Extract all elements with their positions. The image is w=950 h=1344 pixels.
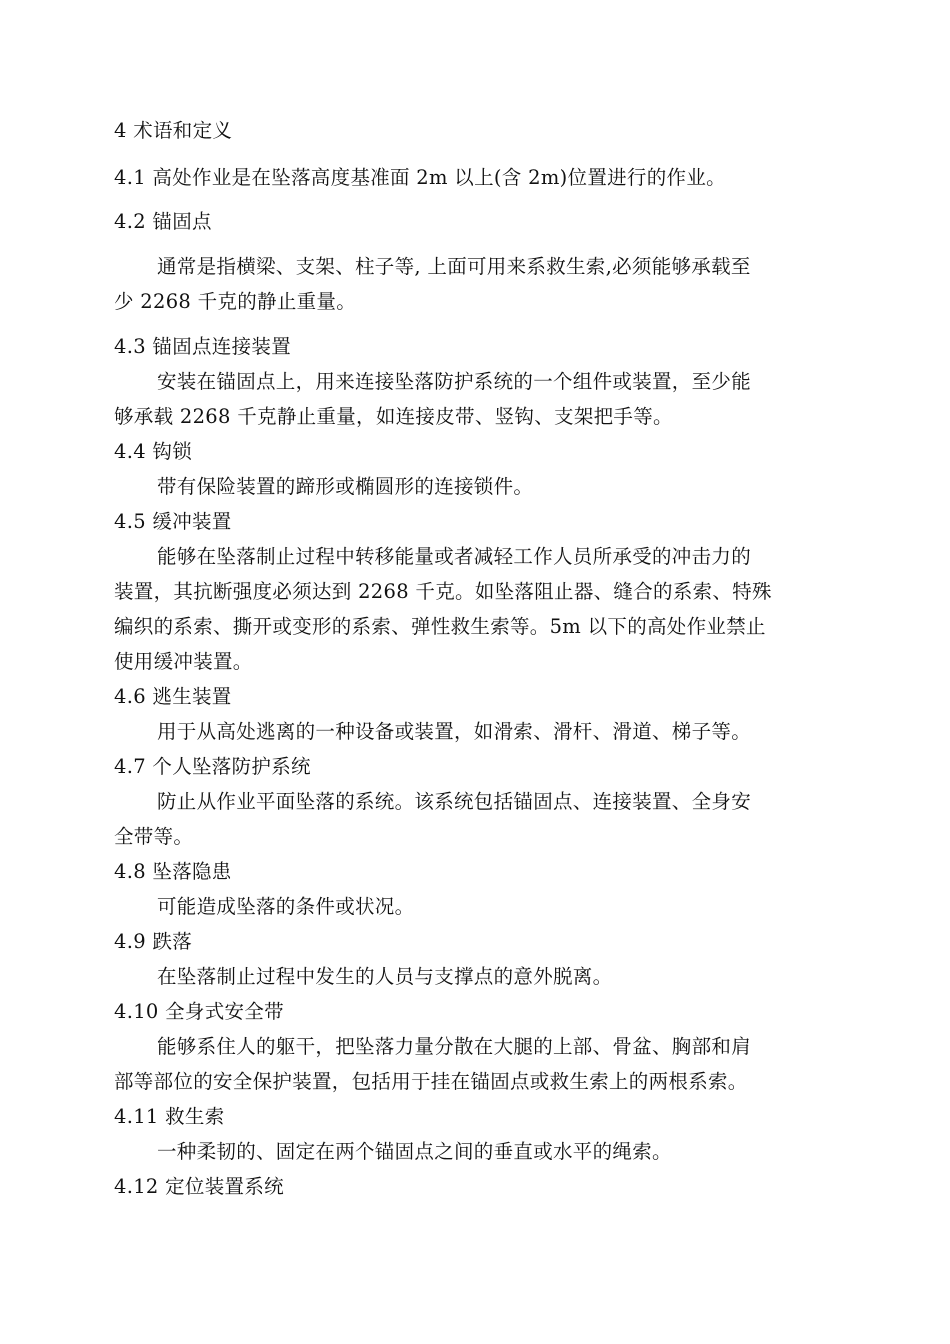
definition-line: 一种柔韧的、固定在两个锚固点之间的垂直或水平的绳索。 (157, 1140, 672, 1163)
definition-line: 装置，其抗断强度必须达到 2268 千克。如坠落阻止器、缝合的系索、特殊 (114, 580, 772, 603)
term-heading: 4.11 救生索 (114, 1105, 225, 1128)
definition-line: 使用缓冲装置。 (114, 650, 253, 673)
term-heading: 4.5 缓冲装置 (114, 510, 232, 533)
term-heading: 4.6 逃生装置 (114, 685, 232, 708)
section-heading: 4 术语和定义 (114, 119, 233, 142)
term-heading: 4.12 定位装置系统 (114, 1175, 284, 1198)
term-heading: 4.10 全身式安全带 (114, 1000, 284, 1023)
definition-line: 用于从高处逃离的一种设备或装置，如滑索、滑杆、滑道、梯子等。 (157, 720, 752, 743)
term-heading: 4.9 跌落 (114, 930, 193, 953)
term-heading: 4.2 锚固点 (114, 210, 212, 233)
definition-line: 编织的系索、撕开或变形的系索、弹性救生索等。5m 以下的高处作业禁止 (114, 615, 766, 638)
term-heading: 4.3 锚固点连接装置 (114, 335, 292, 358)
definition-line: 全带等。 (114, 825, 194, 848)
term-heading: 4.8 坠落隐患 (114, 860, 232, 883)
definition-line: 在坠落制止过程中发生的人员与支撑点的意外脱离。 (157, 965, 613, 988)
definition-line: 通常是指横梁、支架、柱子等, 上面可用来系救生索,必须能够承载至 (157, 255, 751, 278)
definition-line: 部等部位的安全保护装置，包括用于挂在锚固点或救生索上的两根系索。 (114, 1070, 748, 1093)
term-heading: 4.4 钩锁 (114, 440, 193, 463)
definition-line: 能够在坠落制止过程中转移能量或者减轻工作人员所承受的冲击力的 (157, 545, 752, 568)
definition-line: 够承载 2268 千克静止重量，如连接皮带、竖钩、支架把手等。 (114, 405, 673, 428)
definition-line: 可能造成坠落的条件或状况。 (157, 895, 415, 918)
definition-line: 4.1 高处作业是在坠落高度基准面 2m 以上(含 2m)位置进行的作业。 (114, 166, 726, 189)
term-heading: 4.7 个人坠落防护系统 (114, 755, 311, 778)
definition-line: 安装在锚固点上，用来连接坠落防护系统的一个组件或装置，至少能 (157, 370, 752, 393)
definition-line: 能够系住人的躯干，把坠落力量分散在大腿的上部、骨盆、胸部和肩 (157, 1035, 752, 1058)
definition-line: 带有保险装置的蹄形或椭圆形的连接锁件。 (157, 475, 534, 498)
definition-line: 少 2268 千克的静止重量。 (114, 290, 357, 313)
definition-line: 防止从作业平面坠落的系统。该系统包括锚固点、连接装置、全身安 (157, 790, 752, 813)
